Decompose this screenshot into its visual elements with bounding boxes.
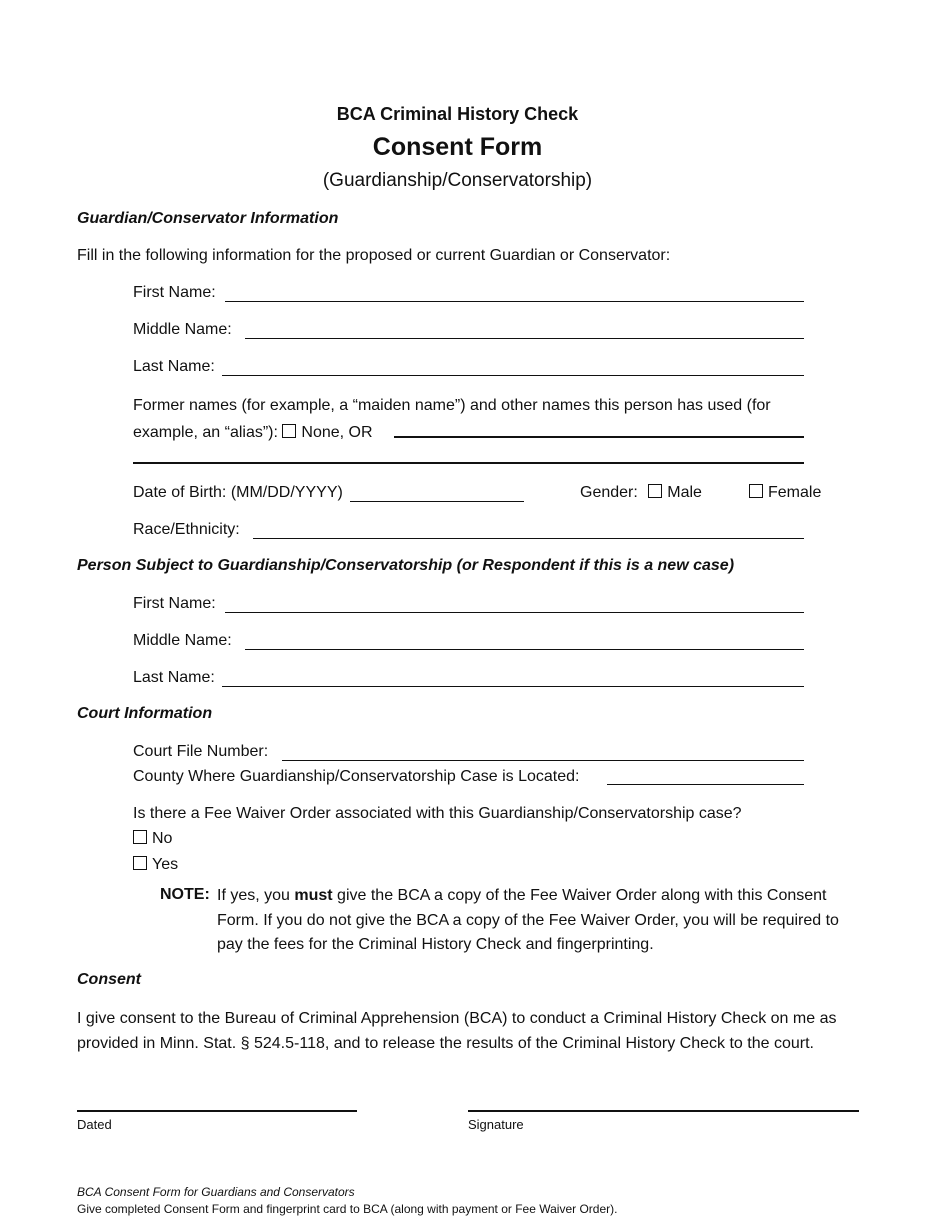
court-file-number-field[interactable] [282, 760, 804, 761]
former-names-question [133, 393, 833, 446]
dated-label: Dated [77, 1117, 112, 1132]
consent-section-heading: Consent [77, 971, 141, 988]
form-subtitle: (Guardianship/Conservatorship) [322, 170, 593, 191]
former-names-field-1[interactable] [394, 436, 804, 438]
note-label: NOTE: [160, 886, 210, 903]
footer-instructions: Give completed Consent Form and fingerprint card to BCA (along with payment or Fee Waiver Order). [77, 1202, 618, 1216]
none-checkbox[interactable] [282, 424, 296, 438]
guardian-last-name-field[interactable] [222, 375, 804, 376]
guardian-first-name-field[interactable] [225, 301, 804, 302]
fee-waiver-yes-option [133, 856, 178, 874]
fee-waiver-yes-checkbox[interactable] [133, 856, 147, 870]
former-names-prefix: example, an “alias”): [133, 423, 278, 441]
guardian-middle-name-field[interactable] [245, 338, 804, 339]
guardian-section-heading: Guardian/Conservator Information [77, 210, 339, 227]
former-names-text-line1: Former names (for example, a “maiden name”) and other names this person has used (for [133, 397, 771, 414]
former-names-text-line2 [133, 420, 833, 447]
guardian-intro: Fill in the following information for the proposed or current Guardian or Conservator: [77, 247, 671, 264]
note-text [217, 884, 847, 958]
dob-field[interactable] [350, 501, 524, 502]
fee-waiver-no-option [133, 830, 172, 848]
court-file-number-label: Court File Number: [133, 743, 269, 760]
subject-last-name-field[interactable] [222, 686, 804, 687]
footer-form-name: BCA Consent Form for Guardians and Conservators [77, 1185, 355, 1199]
race-label: Race/Ethnicity: [133, 521, 240, 538]
note-text-pre: If yes, you [217, 887, 295, 904]
male-checkbox[interactable] [648, 484, 662, 498]
fee-waiver-yes-label: Yes [152, 856, 179, 873]
dob-label: Date of Birth: (MM/DD/YYYY) [133, 484, 343, 501]
note-text-emphasis: must [294, 887, 333, 904]
guardian-first-name-label: First Name: [133, 284, 216, 301]
male-label: Male [667, 484, 702, 501]
fee-waiver-no-label: No [152, 830, 173, 847]
subject-first-name-field[interactable] [225, 612, 804, 613]
fee-waiver-no-checkbox[interactable] [133, 830, 147, 844]
fee-waiver-question: Is there a Fee Waiver Order associated with this Guardianship/Conservatorship case? [133, 805, 742, 822]
county-field[interactable] [607, 784, 804, 785]
subject-middle-name-label: Middle Name: [133, 632, 232, 649]
race-field[interactable] [253, 538, 804, 539]
county-label: County Where Guardianship/Conservatorship Case is Located: [133, 768, 580, 785]
signature-field[interactable] [468, 1110, 859, 1112]
former-names-field-2[interactable] [133, 462, 804, 464]
subject-section-heading: Person Subject to Guardianship/Conservatorship (or Respondent if this is a new case) [77, 557, 735, 574]
court-section-heading: Court Information [77, 705, 213, 722]
form-title-line1: BCA Criminal History Check [336, 104, 579, 124]
dated-field[interactable] [77, 1110, 357, 1112]
female-checkbox[interactable] [749, 484, 763, 498]
gender-label: Gender: [580, 484, 638, 501]
consent-statement: I give consent to the Bureau of Criminal Apprehension (BCA) to conduct a Criminal History Check on me as provided in Minn. Stat. § 524.5-118, and to release the results of the Criminal History Check to the court. [77, 1010, 837, 1052]
form-title: Consent Form [372, 133, 543, 161]
note-text-post: give the BCA a copy of the Fee Waiver Order along with this Consent Form. If you do not give the BCA a copy of the Fee Waiver Order, you will be required to pay the fees for the Criminal History Check and fingerprinting. [217, 887, 839, 953]
female-option [749, 484, 821, 502]
subject-middle-name-field[interactable] [245, 649, 804, 650]
none-or-label: None, OR [301, 423, 373, 441]
subject-first-name-label: First Name: [133, 595, 216, 612]
female-label: Female [768, 484, 822, 501]
signature-label: Signature [468, 1117, 524, 1132]
subject-last-name-label: Last Name: [133, 669, 215, 686]
guardian-last-name-label: Last Name: [133, 358, 215, 375]
gender-group [580, 484, 702, 502]
guardian-middle-name-label: Middle Name: [133, 321, 232, 338]
